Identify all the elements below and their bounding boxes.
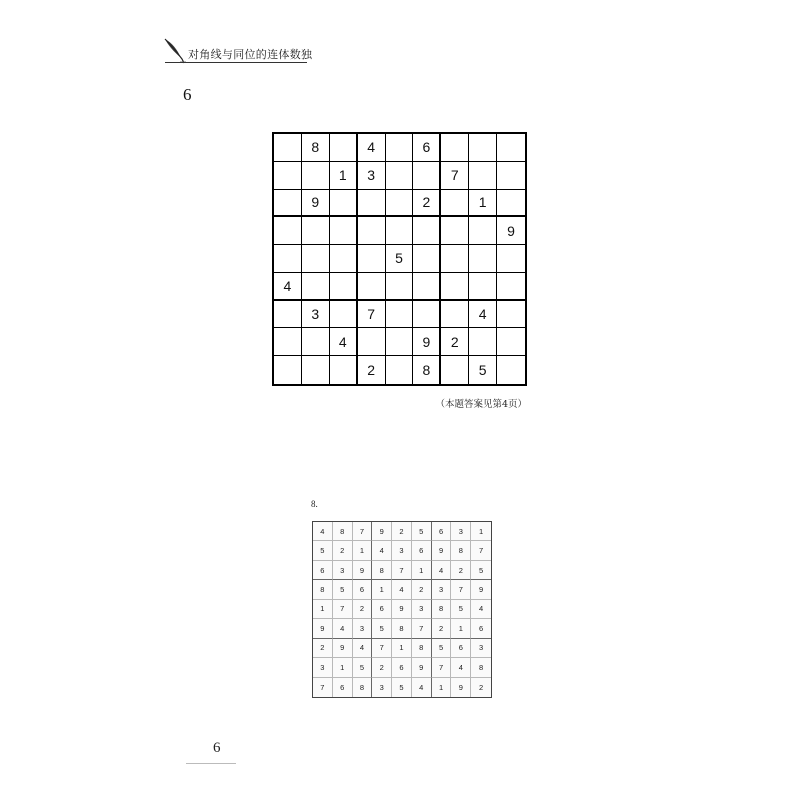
puzzle-cell-r7c7 [441, 301, 469, 329]
answer-cell-r1c7: 6 [432, 522, 452, 541]
puzzle-cell-r3c6: 2 [413, 190, 441, 218]
puzzle-cell-r2c8 [469, 162, 497, 190]
answer-cell-r7c4: 7 [372, 639, 392, 658]
puzzle-cell-r2c3: 1 [330, 162, 358, 190]
answer-cell-r9c7: 1 [432, 678, 452, 697]
puzzle-cell-r5c1 [274, 245, 302, 273]
crescent-icon [178, 739, 208, 763]
answer-cell-r8c1: 3 [313, 658, 333, 677]
puzzle-cell-r6c4 [358, 273, 386, 301]
answer-cell-r4c2: 5 [333, 580, 353, 599]
puzzle-cell-r8c8 [469, 328, 497, 356]
puzzle-cell-r4c2 [302, 217, 330, 245]
answer-cell-r6c4: 5 [372, 619, 392, 638]
puzzle-cell-r5c6 [413, 245, 441, 273]
puzzle-cell-r6c2 [302, 273, 330, 301]
answer-cell-r6c7: 2 [432, 619, 452, 638]
answer-cell-r6c2: 4 [333, 619, 353, 638]
answer-cell-r1c6: 5 [412, 522, 432, 541]
puzzle-cell-r7c8: 4 [469, 301, 497, 329]
puzzle-cell-r9c4: 2 [358, 356, 386, 384]
puzzle-cell-r3c7 [441, 190, 469, 218]
answer-cell-r7c5: 1 [392, 639, 412, 658]
answer-cell-r6c1: 9 [313, 619, 333, 638]
answer-cell-r2c6: 6 [412, 541, 432, 560]
answer-cell-r1c1: 4 [313, 522, 333, 541]
answer-cell-r3c9: 5 [471, 561, 491, 580]
answer-cell-r3c7: 4 [432, 561, 452, 580]
sudoku-puzzle-grid [272, 132, 527, 386]
puzzle-cell-r3c9 [497, 190, 525, 218]
puzzle-cell-r5c8 [469, 245, 497, 273]
puzzle-cell-r8c1 [274, 328, 302, 356]
answer-cell-r7c6: 8 [412, 639, 432, 658]
puzzle-cell-r9c2 [302, 356, 330, 384]
answer-cell-r1c2: 8 [333, 522, 353, 541]
answer-cell-r3c8: 2 [451, 561, 471, 580]
answer-cell-r3c2: 3 [333, 561, 353, 580]
answer-cell-r5c6: 3 [412, 600, 432, 619]
puzzle-cell-r5c5: 5 [386, 245, 414, 273]
puzzle-cell-r6c6 [413, 273, 441, 301]
puzzle-cell-r2c1 [274, 162, 302, 190]
answer-cell-r3c6: 1 [412, 561, 432, 580]
answer-cell-r2c4: 4 [372, 541, 392, 560]
answer-cell-r2c2: 2 [333, 541, 353, 560]
answer-cell-r5c2: 7 [333, 600, 353, 619]
answer-cell-r7c2: 9 [333, 639, 353, 658]
answer-cell-r5c8: 5 [451, 600, 471, 619]
answer-cell-r8c7: 7 [432, 658, 452, 677]
answer-cell-r2c5: 3 [392, 541, 412, 560]
section-title: 对角线与同位的连体数独 [188, 48, 313, 61]
puzzle-cell-r3c8: 1 [469, 190, 497, 218]
puzzle-cell-r7c5 [386, 301, 414, 329]
puzzle-cell-r8c4 [358, 328, 386, 356]
puzzle-cell-r4c9: 9 [497, 217, 525, 245]
answer-cell-r8c4: 2 [372, 658, 392, 677]
answer-cell-r4c3: 6 [353, 580, 373, 599]
answer-cell-r9c2: 6 [333, 678, 353, 697]
puzzle-cell-r9c9 [497, 356, 525, 384]
puzzle-cell-r2c5 [386, 162, 414, 190]
puzzle-cell-r7c9 [497, 301, 525, 329]
puzzle-cell-r2c4: 3 [358, 162, 386, 190]
puzzle-cell-r1c4: 4 [358, 134, 386, 162]
answer-cell-r5c7: 8 [432, 600, 452, 619]
answer-cell-r4c9: 9 [471, 580, 491, 599]
puzzle-cell-r9c3 [330, 356, 358, 384]
answer-cell-r2c7: 9 [432, 541, 452, 560]
answer-cell-r2c3: 1 [353, 541, 373, 560]
answer-cell-r7c7: 5 [432, 639, 452, 658]
puzzle-cell-r5c3 [330, 245, 358, 273]
puzzle-cell-r8c2 [302, 328, 330, 356]
answer-cell-r5c9: 4 [471, 600, 491, 619]
answer-cell-r8c5: 6 [392, 658, 412, 677]
answer-cell-r4c7: 3 [432, 580, 452, 599]
puzzle-cell-r4c5 [386, 217, 414, 245]
puzzle-cell-r3c4 [358, 190, 386, 218]
answer-cell-r1c4: 9 [372, 522, 392, 541]
answer-cell-r3c1: 6 [313, 561, 333, 580]
puzzle-cell-r9c5 [386, 356, 414, 384]
puzzle-cell-r7c6 [413, 301, 441, 329]
answer-cell-r9c4: 3 [372, 678, 392, 697]
puzzle-cell-r8c9 [497, 328, 525, 356]
puzzle-cell-r1c1 [274, 134, 302, 162]
puzzle-cell-r6c5 [386, 273, 414, 301]
answer-cell-r9c8: 9 [451, 678, 471, 697]
sudoku-answer-grid [312, 521, 492, 698]
puzzle-cell-r6c8 [469, 273, 497, 301]
answer-cell-r6c9: 6 [471, 619, 491, 638]
puzzle-cell-r4c3 [330, 217, 358, 245]
puzzle-cell-r3c5 [386, 190, 414, 218]
puzzle-cell-r7c1 [274, 301, 302, 329]
answer-cell-r6c8: 1 [451, 619, 471, 638]
puzzle-cell-r3c2: 9 [302, 190, 330, 218]
puzzle-cell-r8c3: 4 [330, 328, 358, 356]
answer-cell-r8c3: 5 [353, 658, 373, 677]
puzzle-cell-r3c1 [274, 190, 302, 218]
answer-cell-r2c1: 5 [313, 541, 333, 560]
puzzle-number: 6 [183, 85, 192, 104]
puzzle-cell-r1c3 [330, 134, 358, 162]
puzzle-cell-r3c3 [330, 190, 358, 218]
puzzle-cell-r6c1: 4 [274, 273, 302, 301]
puzzle-cell-r1c9 [497, 134, 525, 162]
answer-cell-r1c8: 3 [451, 522, 471, 541]
puzzle-cell-r1c7 [441, 134, 469, 162]
answer-cell-r5c1: 1 [313, 600, 333, 619]
answer-cell-r9c6: 4 [412, 678, 432, 697]
answer-cell-r5c3: 2 [353, 600, 373, 619]
answer-cell-r8c2: 1 [333, 658, 353, 677]
answer-cell-r9c5: 5 [392, 678, 412, 697]
puzzle-cell-r2c6 [413, 162, 441, 190]
puzzle-cell-r1c2: 8 [302, 134, 330, 162]
puzzle-cell-r4c7 [441, 217, 469, 245]
puzzle-cell-r5c2 [302, 245, 330, 273]
answer-cell-r1c5: 2 [392, 522, 412, 541]
answer-cell-r4c4: 1 [372, 580, 392, 599]
puzzle-cell-r6c3 [330, 273, 358, 301]
puzzle-cell-r9c6: 8 [413, 356, 441, 384]
answer-reference-note: （本题答案见第4页） [435, 399, 527, 410]
footer-divider [186, 763, 236, 764]
answer-cell-r8c6: 9 [412, 658, 432, 677]
puzzle-cell-r5c9 [497, 245, 525, 273]
puzzle-cell-r1c8 [469, 134, 497, 162]
puzzle-cell-r7c4: 7 [358, 301, 386, 329]
puzzle-cell-r4c4 [358, 217, 386, 245]
puzzle-cell-r6c9 [497, 273, 525, 301]
answer-cell-r2c9: 7 [471, 541, 491, 560]
answer-cell-r7c9: 3 [471, 639, 491, 658]
page-number: 6 [213, 740, 221, 756]
answer-cell-r7c8: 6 [451, 639, 471, 658]
puzzle-cell-r4c6 [413, 217, 441, 245]
puzzle-cell-r9c8: 5 [469, 356, 497, 384]
puzzle-cell-r6c7 [441, 273, 469, 301]
answer-cell-r3c4: 8 [372, 561, 392, 580]
answer-cell-r1c3: 7 [353, 522, 373, 541]
puzzle-cell-r8c5 [386, 328, 414, 356]
puzzle-cell-r2c7: 7 [441, 162, 469, 190]
answer-cell-r6c6: 7 [412, 619, 432, 638]
puzzle-cell-r1c6: 6 [413, 134, 441, 162]
answer-cell-r9c9: 2 [479, 682, 484, 692]
answer-cell-r8c8: 4 [451, 658, 471, 677]
puzzle-cell-r7c3 [330, 301, 358, 329]
answer-cell-r9c3: 8 [353, 678, 373, 697]
puzzle-cell-r9c7 [441, 356, 469, 384]
answer-cell-r4c1: 8 [313, 580, 333, 599]
answer-cell-r8c9: 8 [471, 658, 491, 677]
puzzle-cell-r7c2: 3 [302, 301, 330, 329]
answer-cell-r5c5: 9 [392, 600, 412, 619]
answer-cell-r4c5: 4 [392, 580, 412, 599]
answer-cell-r4c8: 7 [451, 580, 471, 599]
puzzle-cell-r1c5 [386, 134, 414, 162]
answer-cell-r9c1: 7 [313, 678, 333, 697]
answer-cell-r7c1: 2 [313, 639, 333, 658]
puzzle-cell-r8c7: 2 [441, 328, 469, 356]
answer-label: 8. [311, 499, 318, 509]
answer-cell-r1c9: 1 [471, 522, 491, 541]
puzzle-cell-r5c7 [441, 245, 469, 273]
answer-cell-r6c3: 3 [353, 619, 373, 638]
answer-cell-r3c5: 7 [392, 561, 412, 580]
answer-cell-r2c8: 8 [451, 541, 471, 560]
answer-cell-r3c3: 9 [353, 561, 373, 580]
puzzle-cell-r2c9 [497, 162, 525, 190]
answer-cell-r5c4: 6 [372, 600, 392, 619]
header-divider [165, 62, 307, 63]
answer-cell-r4c6: 2 [412, 580, 432, 599]
puzzle-cell-r2c2 [302, 162, 330, 190]
puzzle-cell-r4c8 [469, 217, 497, 245]
answer-cell-r7c3: 4 [353, 639, 373, 658]
puzzle-cell-r4c1 [274, 217, 302, 245]
puzzle-cell-r9c1 [274, 356, 302, 384]
puzzle-cell-r5c4 [358, 245, 386, 273]
puzzle-cell-r8c6: 9 [413, 328, 441, 356]
answer-cell-r6c5: 8 [392, 619, 412, 638]
